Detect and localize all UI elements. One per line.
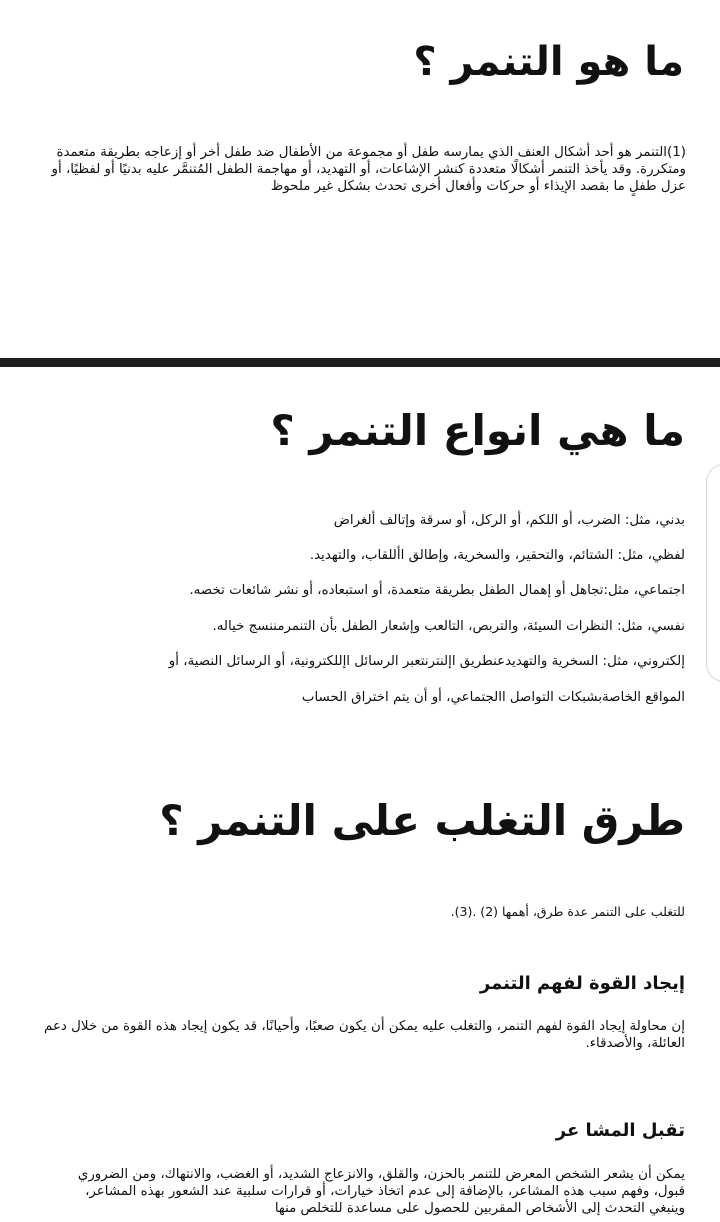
- type-item-verbal: لفظي، مثل: الشتائم، والتحقير، والسخرية، وإطالق األلقاب، والتهديد.: [309, 548, 685, 563]
- type-item-psychological: نفسي، مثل: النظرات السيئة، والتربص، التالعب وإشعار الطفل بأن التنمرمننسج خياله.: [212, 619, 685, 634]
- type-item-physical: بدني، مثل: الضرب، أو اللكم، أو الركل، أو سرقة وإتالف ألغراض: [333, 513, 685, 528]
- find-strength-heading: إيجاد القوة لفهم التنمر: [479, 973, 685, 994]
- bullying-types-title: ما هي انواع التنمر ؟: [270, 406, 685, 455]
- what-is-bullying-title: ما هو التنمر ؟: [413, 39, 684, 85]
- side-panel-handle[interactable]: [706, 464, 720, 682]
- type-item-electronic-continued: المواقع الخاصةبشبكات التواصل االجتماعي، أو أن يتم اختراق الحساب: [301, 690, 685, 705]
- overcome-bullying-title: طرق التغلب على التنمر ؟: [159, 796, 685, 845]
- type-item-social: اجتماعي، مثل:تجاهل أو إهمال الطفل بطريقة متعمدة، أو استبعاده، أو نشر شائعات تخصه.: [189, 583, 685, 598]
- accept-feelings-text: يمكن أن يشعر الشخص المعرض للتنمر بالحزن، والقلق، والانزعاج الشديد، أو الغضب، والانتهاك، ومن الضروري قبول، وفهم سبب هذه المشاعر، بالإضافة إلى عدم اتخاذ خيارات، أو قرارات سلبية عند الشعور بهذه المشاعر، وينبغي التحدث إلى الأشخاص المقربين للحصول على مساعدة للتخلص منها: [77, 1167, 685, 1216]
- overcome-intro: للتغلب على التنمر عدة طرق، أهمها (2) .(3).: [450, 904, 685, 919]
- find-strength-text: إن محاولة إيجاد القوة لفهم التنمر، والتغلب عليه يمكن أن يكون صعبًا، وأحيانًا، قد يكون إيجاد هذه القوة من خلال دعم العائلة، والأصدقاء.: [44, 1019, 685, 1051]
- accept-feelings-heading: تقبل المشا عر: [555, 1120, 685, 1141]
- type-item-electronic: إلكتروني، مثل: السخرية والتهديدعنطريق اإلنترنتعبر الرسائل اإللكترونية، أو الرسائل النصية، أو: [168, 654, 685, 669]
- section-divider: [0, 358, 720, 367]
- what-is-bullying-paragraph: (1)التنمر هو أحد أشكال العنف الذي يمارسه طفل أو مجموعة من الأطفال ضد طفل أخر أو إزعاجه بطريقة متعمدة ومتكررة. وقد يأخذ التنمر أشكالًا متعددة كنشر الإشاعات، أو التهديد، أو مهاجمة الطفل المُتنمَّر عليه بدنيًا أو لفظيًا، أو عزل طفلٍ ما بقصد الإيذاء أو حركات وأفعال أخرى تحدث بشكل غير ملحوظ: [51, 145, 686, 194]
